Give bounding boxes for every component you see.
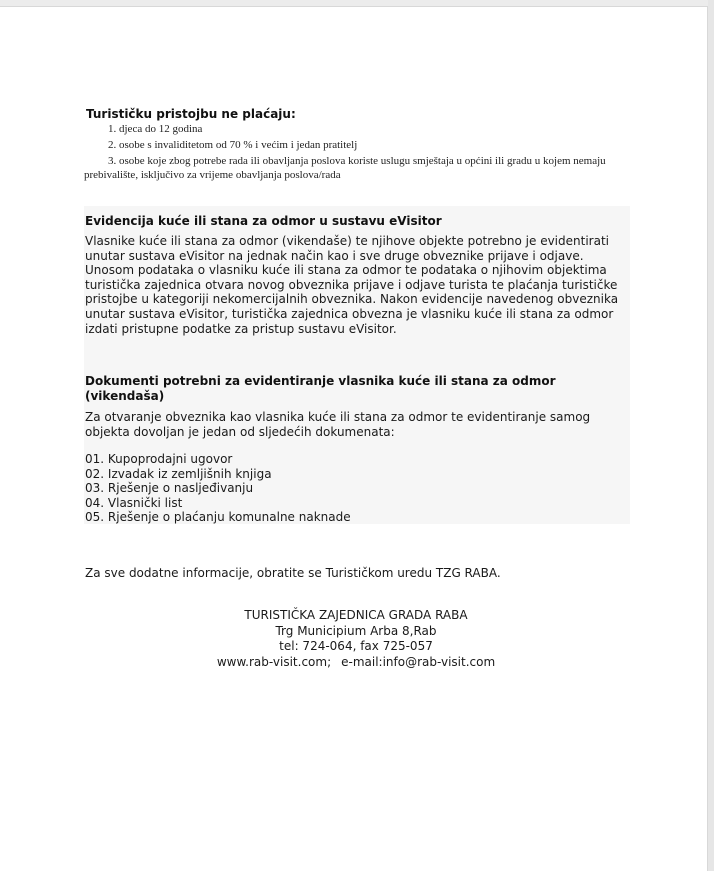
exemptions-heading: Turističku pristojbu ne plaćaju:: [86, 107, 296, 121]
list-item: 01. Kupoprodajni ugovor: [85, 452, 233, 466]
footer-web-line: [150, 655, 562, 671]
evisitor-paragraph: Vlasnike kuće ili stana za odmor (vikendaše) te njihove objekte potrebno je evidentirati unutar sustava eVisitor na jednak način kao i sve druge obveznike prijave i odjave. Unosom podataka o vlasniku kuće ili stana za odmor te podataka o njihovim objektima turistička zajednica otvara novog obveznika prijave i odjave turista te plaćanja turističke pristojbe u kategoriji nekomercijalnih obveznika. Nakon evidencije navedenog obveznika unutar sustava eVisitor, turistička zajednica obvezna je vlasniku kuće ili stana za odmor izdati pristupne podatke za pristup sustavu eVisitor.: [85, 234, 619, 336]
footer-contact-block: [150, 608, 562, 670]
list-item-number: 3.: [108, 155, 117, 167]
evisitor-heading: Evidencija kuće ili stana za odmor u sustavu eVisitor: [85, 214, 442, 228]
footer-address: Trg Municipium Arba 8,Rab: [275, 623, 437, 638]
exemptions-list: [84, 122, 624, 184]
viewer-scrollbar[interactable]: [708, 0, 714, 871]
documents-list: [85, 452, 351, 525]
list-item: 03. Rješenje o nasljeđivanju: [85, 481, 254, 496]
footer-org-name: TURISTIČKA ZAJEDNICA GRADA RABA: [244, 608, 468, 622]
documents-heading: Dokumenti potrebni za evidentiranje vlasnika kuće ili stana za odmor (vikendaša): [85, 374, 556, 403]
footer-website: www.rab-visit.com;: [216, 654, 332, 669]
list-item: 05. Rješenje o plaćanju komunalne naknade: [85, 510, 351, 525]
list-item-number: 1.: [108, 123, 117, 135]
documents-intro: Za otvaranje obveznika kao vlasnika kuće ili stana za odmor te evidentiranje samog objekta dovoljan je jedan od sljedećih dokumenata:: [85, 410, 591, 439]
list-item: [84, 154, 624, 182]
contact-note: Za sve dodatne informacije, obratite se Turističkom uredu TZG RABA.: [85, 566, 501, 580]
list-item: [84, 138, 624, 152]
list-item-number: 2.: [108, 139, 117, 151]
list-item-text: djeca do 12 godina: [119, 123, 203, 135]
list-item: [84, 122, 624, 136]
list-item: 04. Vlasnički list: [85, 495, 183, 510]
footer-email: e-mail:info@rab-visit.com: [341, 654, 496, 669]
list-item-text: osobe s invaliditetom od 70 % i većim i jedan pratitelj: [119, 139, 358, 151]
footer-phone: tel: 724-064, fax 725-057: [279, 639, 433, 653]
list-item: 02. Izvadak iz zemljišnih knjiga: [85, 466, 272, 481]
list-item-text: osobe koje zbog potrebe rada ili obavljanja poslova koriste uslugu smještaja u općini ili gradu u kojem nemaju prebivalište, isključivo za vrijeme obavljanja poslova/rada: [84, 155, 606, 181]
